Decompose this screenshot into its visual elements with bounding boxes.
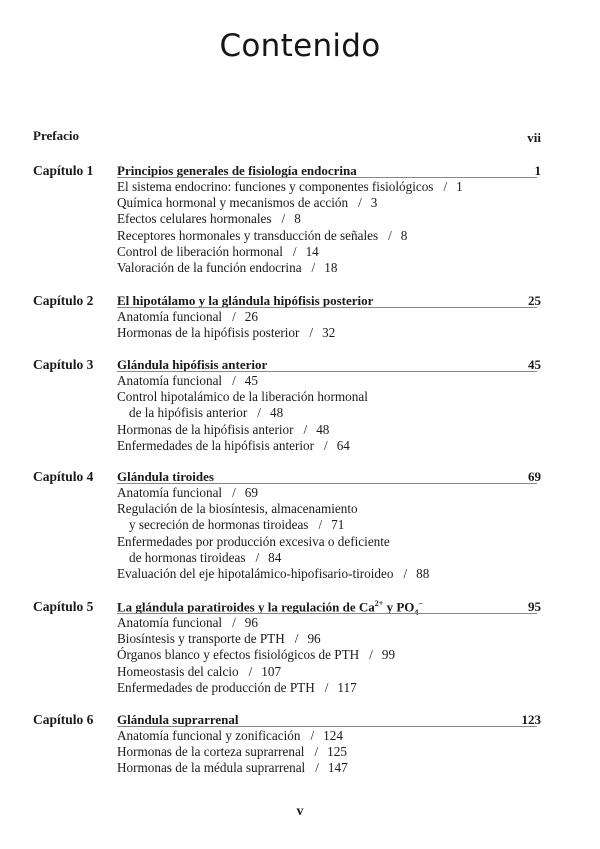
toc-entry: Anatomía funcional / 69 — [117, 485, 258, 500]
chapter-page: 1 — [534, 163, 541, 178]
chapter-label: Capítulo 2 — [33, 293, 94, 308]
toc-entry: Hormonas de la médula suprarrenal / 147 — [117, 760, 348, 776]
preface-label: Prefacio — [33, 128, 79, 143]
chapter-rule — [117, 177, 537, 178]
chapter-title: Glándula suprarrenal — [117, 712, 239, 727]
toc-entry: Hormonas de la hipófisis posterior / 32 — [117, 325, 336, 341]
toc-entry: Enfermedades por producción excesiva o deficiente — [117, 533, 390, 549]
toc-entry: Valoración de la función endocrina / 18 — [117, 260, 338, 276]
chapter-entries — [117, 615, 537, 696]
chapter-title: Glándula hipófisis anterior — [117, 357, 268, 372]
chapter-title: La glándula paratiroides y la regulación de $Ca^{2+}$ y $PO_4^-$ — [117, 599, 423, 617]
toc-entry: de hormonas tiroideas / 84 — [129, 549, 282, 565]
chapter-rule — [117, 726, 537, 727]
toc-entry: Enfermedades de producción de PTH / 117 — [117, 679, 357, 695]
toc-entry: Control de liberación hormonal / 14 — [117, 243, 319, 259]
chapter-entries — [117, 179, 537, 276]
page-number: v — [296, 804, 304, 819]
toc-entry: Órganos blanco y efectos fisiológicos de PTH / 99 — [117, 647, 396, 663]
chapter-page: 69 — [528, 469, 541, 484]
chapter-label: Capítulo 1 — [33, 163, 94, 178]
toc-entry: Receptores hormonales y transducción de señales / 8 — [117, 227, 408, 243]
chapter-page: 123 — [521, 712, 541, 727]
chapter-title: El hipotálamo y la glándula hipófisis posterior — [117, 293, 374, 308]
chapter-page: 25 — [528, 293, 541, 308]
chapter-rule — [117, 371, 537, 372]
chapter-rule — [117, 613, 537, 614]
toc-entry: Biosíntesis y transporte de PTH / 96 — [117, 631, 321, 647]
chapter-rule — [117, 483, 537, 484]
toc-entry: Anatomía funcional / 45 — [117, 373, 258, 388]
toc-entry: Química hormonal y mecanismos de acción / 3 — [117, 195, 378, 211]
chapter-entries — [117, 373, 537, 454]
chapter-entries — [117, 485, 537, 582]
chapter-entries — [117, 728, 537, 777]
toc-entry: El sistema endocrino: funciones y componentes fisiológicos / 1 — [117, 179, 463, 194]
page-title: Contenido — [219, 28, 381, 64]
chapter-rule — [117, 307, 537, 308]
chapter-title: Glándula tiroides — [117, 469, 214, 484]
chapter-page: 95 — [528, 599, 541, 614]
chapter-title: Principios generales de fisiología endocrina — [117, 163, 357, 178]
toc-entry: Homeostasis del calcio / 107 — [117, 663, 282, 679]
toc-entry: Anatomía funcional / 96 — [117, 615, 258, 630]
toc-entry: Efectos celulares hormonales / 8 — [117, 211, 301, 227]
preface-row — [33, 128, 541, 144]
toc-entry: de la hipófisis anterior / 48 — [129, 405, 284, 421]
toc-entry: Hormonas de la hipófisis anterior / 48 — [117, 421, 330, 437]
chapter-label: Capítulo 5 — [33, 599, 94, 614]
chapter-label: Capítulo 6 — [33, 712, 94, 727]
chapter-label: Capítulo 3 — [33, 357, 94, 372]
chapter-label: Capítulo 4 — [33, 469, 94, 484]
toc-entry: Enfermedades de la hipófisis anterior / 64 — [117, 437, 350, 453]
toc-entry: Anatomía funcional / 26 — [117, 309, 258, 324]
toc-entry: Evaluación del eje hipotalámico-hipofisario-tiroideo / 88 — [117, 566, 430, 582]
toc-entry: Regulación de la biosíntesis, almacenamiento — [117, 501, 358, 517]
toc-entry: Anatomía funcional y zonificación / 124 — [117, 728, 343, 743]
toc-entry: y secreción de hormonas tiroideas / 71 — [129, 517, 345, 533]
chapter-entries — [117, 309, 537, 341]
preface-page: vii — [527, 130, 541, 145]
toc-entry: Hormonas de la corteza suprarrenal / 125 — [117, 744, 347, 760]
toc-entry: Control hipotalámico de la liberación hormonal — [117, 389, 368, 405]
chapter-page: 45 — [528, 357, 541, 372]
